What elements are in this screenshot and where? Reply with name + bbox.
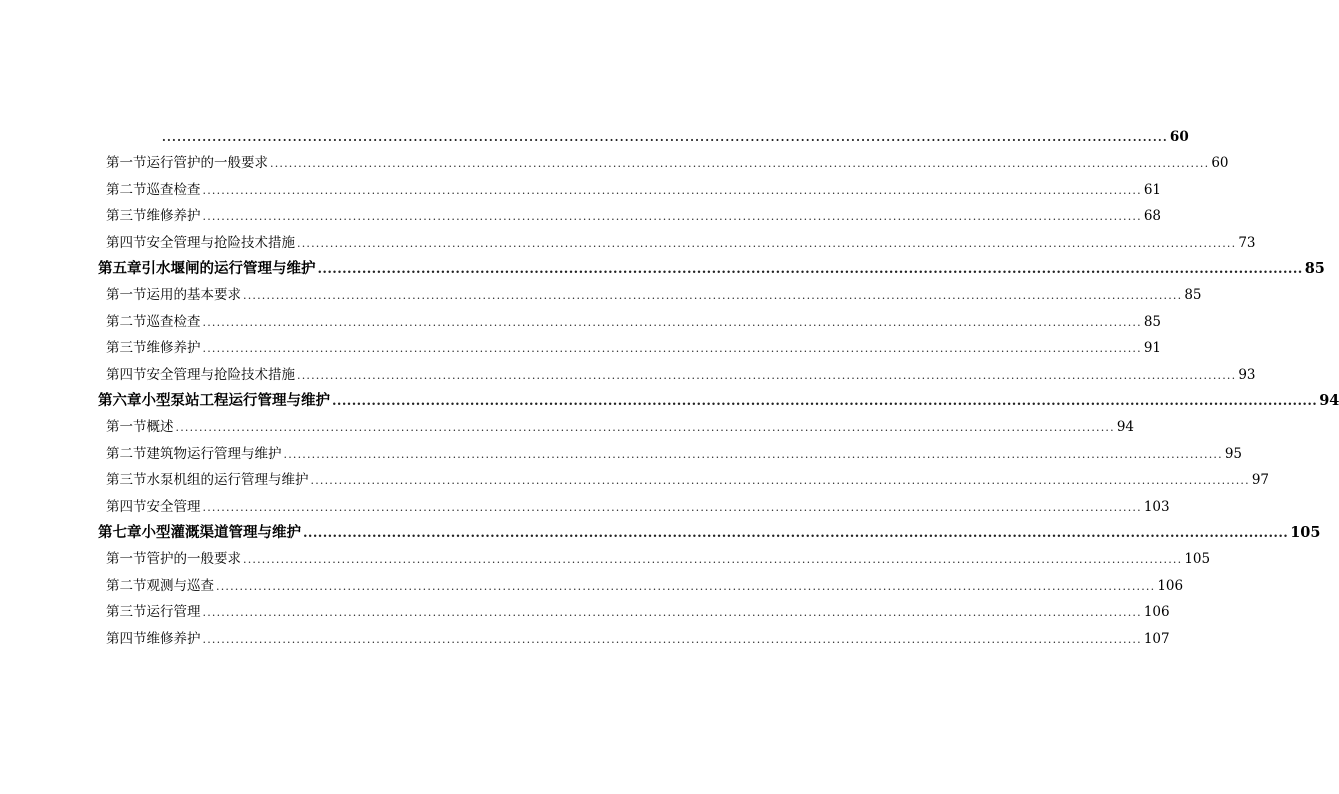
page-number: 106 xyxy=(1143,604,1170,621)
page-number: 85 xyxy=(1184,287,1202,304)
chapter-number: 第六章 xyxy=(98,392,142,409)
chapter-number: 第五章 xyxy=(98,260,142,277)
chapter-title: 小型灌溉渠道管理与维护 xyxy=(141,524,301,541)
dot-leader: ........................................................................................................................................................................................................ xyxy=(310,474,1250,488)
page-number: 93 xyxy=(1238,366,1256,383)
section-number: 第一节 xyxy=(106,551,147,568)
dot-leader: ........................................................................................................................................................................................................ xyxy=(270,157,1210,171)
section-number: 第二节 xyxy=(106,181,147,198)
page-number: 60 xyxy=(1211,155,1229,172)
toc-section-entry[interactable] xyxy=(98,177,1162,203)
page-number: 105 xyxy=(1290,524,1321,541)
page-number: 94 xyxy=(1319,392,1339,409)
page-number: 94 xyxy=(1116,419,1135,436)
section-number: 第三节 xyxy=(106,340,147,357)
dot-leader: ........................................................................................................................................................................................................ xyxy=(202,342,1142,356)
section-title: 巡查检查 xyxy=(146,313,201,330)
toc-chapter-entry[interactable] xyxy=(98,520,1321,546)
page-number: 61 xyxy=(1143,181,1162,198)
section-number: 第一节 xyxy=(106,419,147,436)
section-title: 运用的基本要求 xyxy=(146,287,241,304)
toc-chapter-entry[interactable] xyxy=(98,388,1339,414)
chapter-title: 小型泵站工程运行管理与维护 xyxy=(141,392,330,409)
chapter-title: 引水堰闸的运行管理与维护 xyxy=(141,260,316,277)
section-number: 第二节 xyxy=(106,313,147,330)
section-title: 运行管理 xyxy=(146,604,201,621)
section-title: 建筑物运行管理与维护 xyxy=(146,445,282,462)
page-number: 91 xyxy=(1143,340,1162,357)
section-number: 第四节 xyxy=(106,234,147,251)
page-number: 105 xyxy=(1184,551,1211,568)
section-title: 巡查检查 xyxy=(146,181,201,198)
toc-section-entry[interactable] xyxy=(98,150,1229,176)
toc-section-entry[interactable] xyxy=(98,494,1170,520)
section-number: 第三节 xyxy=(106,472,147,489)
section-number: 第四节 xyxy=(106,498,147,515)
page-number: 97 xyxy=(1251,472,1270,489)
dot-leader: ........................................................................................................................................................................................................ xyxy=(202,210,1142,224)
page-number: 60 xyxy=(1169,129,1189,145)
toc-chapter-entry[interactable] xyxy=(98,256,1325,282)
dot-leader: ........................................................................................................................................................................................................ xyxy=(243,553,1183,567)
toc-section-entry[interactable] xyxy=(98,467,1270,493)
page-number: 73 xyxy=(1238,234,1256,251)
dot-leader: ........................................................................................................................................................................................................ xyxy=(297,236,1237,250)
section-title: 安全管理与抢险技术措施 xyxy=(146,234,295,251)
page-number: 106 xyxy=(1157,577,1184,594)
toc-section-entry[interactable] xyxy=(98,309,1162,335)
toc-section-entry[interactable] xyxy=(98,282,1202,308)
section-title: 安全管理与抢险技术措施 xyxy=(146,366,295,383)
section-title: 管护的一般要求 xyxy=(146,551,241,568)
toc-section-entry[interactable] xyxy=(98,362,1256,388)
dot-leader: ........................................................................................................................................................................................................ xyxy=(202,606,1142,620)
section-title: 水泵机组的运行管理与维护 xyxy=(146,472,309,489)
toc-section-entry[interactable] xyxy=(98,573,1184,599)
section-title: 维修养护 xyxy=(146,340,201,357)
page-number: 68 xyxy=(1143,208,1162,225)
section-number: 第四节 xyxy=(106,366,147,383)
section-title: 观测与巡查 xyxy=(146,577,214,594)
section-title: 运行管护的一般要求 xyxy=(146,155,268,172)
page-number: 103 xyxy=(1143,498,1170,515)
page-number: 85 xyxy=(1143,313,1162,330)
dot-leader: ........................................................................................................................................................................................................ xyxy=(297,368,1237,382)
dot-leader: ........................................................................................................................................................................................................ xyxy=(303,526,1289,541)
section-number: 第一节 xyxy=(106,287,147,304)
dot-leader: ........................................................................................................................................................................................................ xyxy=(317,262,1303,277)
toc-section-entry[interactable] xyxy=(98,335,1162,361)
section-title: 维修养护 xyxy=(146,208,201,225)
dot-leader: ........................................................................................................................................................................................................ xyxy=(202,632,1142,646)
section-title: 安全管理 xyxy=(146,498,201,515)
page-number: 85 xyxy=(1304,260,1325,277)
section-number: 第四节 xyxy=(106,630,147,647)
toc-section-entry[interactable] xyxy=(98,414,1135,440)
chapter-number: 第七章 xyxy=(98,524,142,541)
toc-section-entry[interactable] xyxy=(160,124,1189,150)
dot-leader: ........................................................................................................................................................................................................ xyxy=(283,447,1223,461)
page-number: 107 xyxy=(1143,630,1170,647)
dot-leader: ........................................................................................................................................................................................................ xyxy=(202,500,1142,514)
dot-leader: ........................................................................................................................................................................................................ xyxy=(175,421,1115,435)
dot-leader: ........................................................................................................................................................................................................ xyxy=(162,131,1168,144)
toc-section-entry[interactable] xyxy=(98,203,1162,229)
toc-section-entry[interactable] xyxy=(98,230,1256,256)
dot-leader: ........................................................................................................................................................................................................ xyxy=(216,579,1156,593)
toc-section-entry[interactable] xyxy=(98,626,1170,652)
toc-section-entry[interactable] xyxy=(98,546,1211,572)
section-number: 第三节 xyxy=(106,604,147,621)
section-title: 概述 xyxy=(146,419,174,436)
dot-leader: ........................................................................................................................................................................................................ xyxy=(202,315,1142,329)
toc-section-entry[interactable] xyxy=(98,441,1243,467)
section-number: 第三节 xyxy=(106,208,147,225)
toc-section-entry[interactable] xyxy=(98,599,1170,625)
dot-leader: ........................................................................................................................................................................................................ xyxy=(202,183,1142,197)
section-number: 第二节 xyxy=(106,577,147,594)
dot-leader: ........................................................................................................................................................................................................ xyxy=(243,289,1183,303)
page-number: 95 xyxy=(1224,445,1243,462)
section-number: 第一节 xyxy=(106,155,147,172)
section-number: 第二节 xyxy=(106,445,147,462)
section-title: 维修养护 xyxy=(146,630,201,647)
dot-leader: ........................................................................................................................................................................................................ xyxy=(332,394,1318,409)
